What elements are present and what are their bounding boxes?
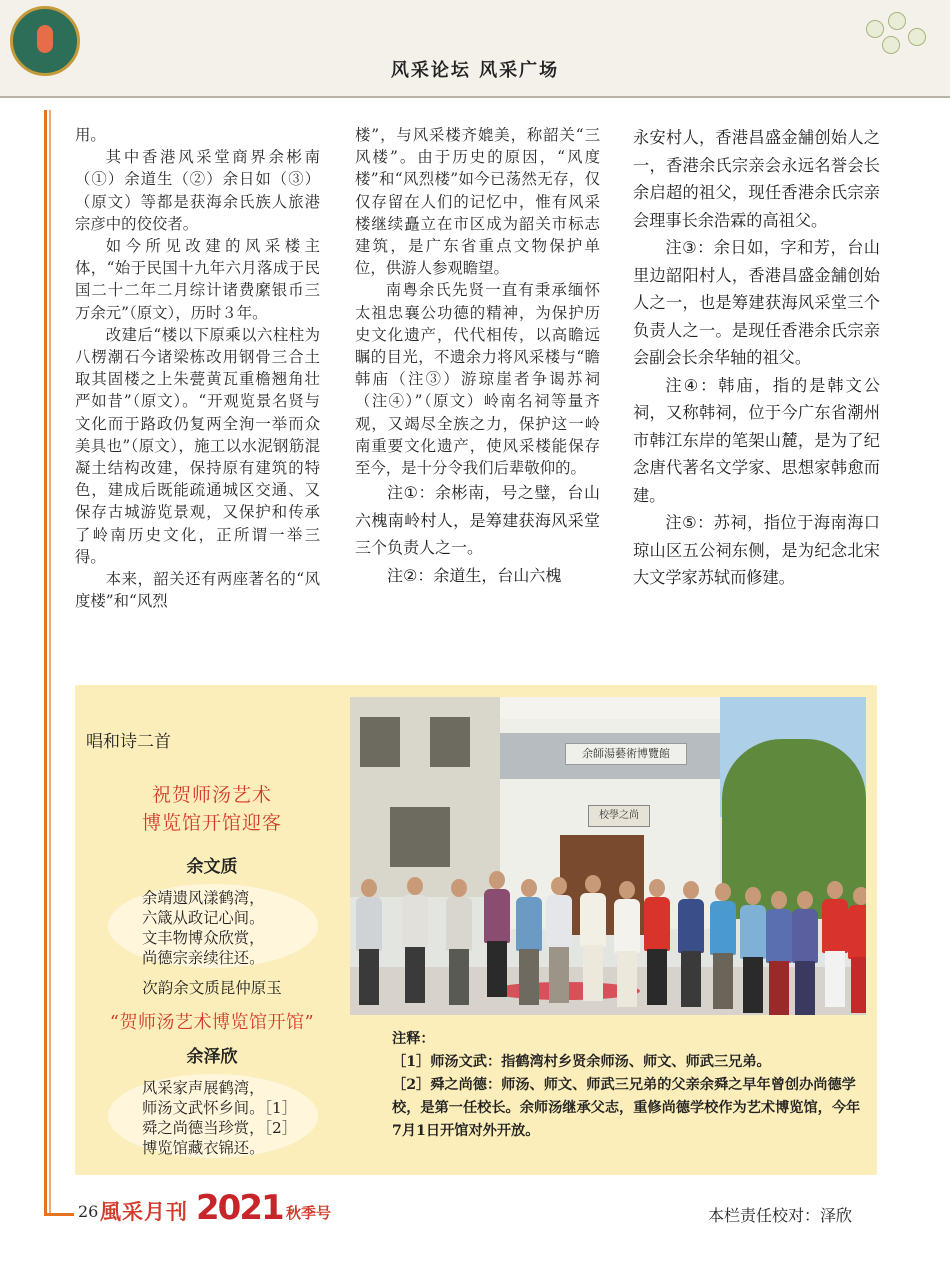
photo-notes bbox=[392, 1028, 862, 1143]
group-photo bbox=[350, 697, 866, 1015]
verse-line: 博览馆藏衣锦还。 bbox=[142, 1139, 265, 1157]
verse-line: 舜之尚德当珍赏，［2］ bbox=[142, 1119, 298, 1137]
person bbox=[400, 877, 430, 1009]
lantern-icon bbox=[37, 25, 53, 53]
verse-line: 六箴从政记心间。 bbox=[142, 909, 265, 927]
person bbox=[482, 871, 512, 1009]
person bbox=[790, 891, 818, 1009]
poem-1-verses bbox=[142, 888, 264, 968]
flower-decoration-icon bbox=[858, 10, 930, 58]
paragraph: 楼”，与风采楼齐媲美，称韶关“三风楼”。由于历史的原因，“风度楼”和“风烈楼”如今已荡然无存，仅仅存留在人们的记忆中，惟有风采楼继续矗立在市区成为韶关市标志建筑，是广东省重点文物保护单位，供游人参观瞻望。 bbox=[355, 126, 600, 278]
paragraph: 如今所见改建的风采楼主体，“始于民国十九年六月落成于民国二十二年二月综计诸费縻银币三万余元”（原文），历时３年。 bbox=[75, 237, 320, 322]
paragraph: 南粤余氏先贤一直有秉承缅怀太祖忠襄公功德的精神，为保护历史文化遗产，代代相传，以高瞻远瞩的目光，不遗余力将风采楼与“瞻韩庙（注③）游琼崖者争谒苏祠（注④）”（原文）岭南名祠等量齐观，又竭尽全族之力，保护这一岭南重要文化遗产，使风采楼能保存至今，是十分令我们后辈敬仰的。 bbox=[355, 281, 600, 478]
person bbox=[354, 879, 384, 1009]
paragraph: 其中香港风采堂商界余彬南（①）余道生（②）余日如（③）（原文）等都是获海余氏族人旅港宗彦中的佼佼者。 bbox=[75, 148, 320, 233]
page-number: 26 bbox=[78, 1202, 99, 1221]
poem-2-author: 余泽欣 bbox=[186, 1047, 238, 1067]
museum-sign: 余師湯藝術博覽館 bbox=[565, 743, 687, 765]
header-divider bbox=[0, 96, 950, 98]
verse-line: 风采家声展鹤湾， bbox=[142, 1079, 265, 1097]
note-2: ［2］舜之尚德：师汤、师文、师武三兄弟的父亲余舜之早年曾创办尚德学校，是第一任校长。余师汤继承父志，重修尚德学校作为艺术博览馆，今年7月1日开馆对外开放。 bbox=[392, 1077, 861, 1139]
poem-1-author: 余文质 bbox=[186, 857, 238, 877]
paragraph: 改建后“楼以下原乘以六柱柱为八楞潮石今诸梁栋改用钢骨三合土取其固楼之上朱甍黄瓦重檐翘角壮严如昔”（原文）。“开观览景名贤与文化而于路政仍复两全洵一举而众美具也”（原文），施工以水泥钢筋混凝土结构改建，保持原有建筑的特色，建成后既能疏通城区交通、又保存古城游览景观，又保护和传承了岭南历史文化，正所谓一举三得。 bbox=[75, 325, 320, 566]
person bbox=[846, 887, 866, 1009]
left-rule-inner bbox=[49, 110, 51, 1215]
poem-2-subtitle: 次韵余文质昆仲原玉 bbox=[142, 979, 282, 997]
paragraph: 本来，韶关还有两座著名的“风度楼”和“风烈 bbox=[75, 570, 320, 611]
verse-line: 师汤文武怀乡间。［1］ bbox=[142, 1099, 298, 1117]
person bbox=[444, 879, 474, 1009]
person bbox=[708, 883, 738, 1009]
person bbox=[676, 881, 706, 1009]
note-1: ［1］师汤文武：指鹤湾村乡贤余师汤、师文、师武三兄弟。 bbox=[392, 1054, 771, 1070]
bottom-rule bbox=[44, 1213, 74, 1216]
school-plaque: 校學之尚 bbox=[588, 805, 650, 827]
person bbox=[544, 877, 574, 1009]
proofreader-credit: 本栏责任校对：泽欣 bbox=[708, 1206, 853, 1225]
paragraph: 永安村人，香港昌盛金舗创始人之一，香港余氏宗亲会永远名誉会长余启超的祖父，现任香港余氏宗亲会理事长余浩霖的高祖父。 bbox=[633, 128, 880, 230]
issue-season: 秋季号 bbox=[286, 1204, 332, 1222]
magazine-name: 風采月刊 bbox=[100, 1199, 188, 1224]
poem-2-verses bbox=[142, 1078, 297, 1158]
person bbox=[578, 875, 608, 1009]
paragraph: 用。 bbox=[75, 126, 106, 144]
side-building bbox=[350, 697, 502, 897]
issue-year: 2021 bbox=[196, 1188, 283, 1228]
article-column-1 bbox=[75, 124, 320, 612]
person bbox=[612, 881, 642, 1009]
verse-line: 余靖遗风漾鹤湾， bbox=[142, 889, 265, 907]
poem-2-title: “贺师汤艺术博览馆开馆” bbox=[109, 1012, 315, 1033]
poem-section-heading: 唱和诗二首 bbox=[86, 732, 171, 752]
person bbox=[764, 891, 792, 1009]
article-column-3 bbox=[633, 124, 880, 592]
article-column-2 bbox=[355, 124, 600, 589]
notes-label: 注释： bbox=[392, 1031, 435, 1047]
poem-1-title-line-1: 祝贺师汤艺术 bbox=[151, 784, 272, 806]
poem-1-title-line-2: 博览馆开馆迎客 bbox=[141, 812, 282, 834]
footnote-5: 注⑤：苏祠，指位于海南海口琼山区五公祠东侧，是为纪念北宋大文学家苏轼而修建。 bbox=[633, 513, 880, 587]
footnote-3: 注③：余日如，字和芳，台山里边韶阳村人，香港昌盛金舗创始人之一，也是筹建获海风采堂三个负责人之一。是现任香港余氏宗亲会副会长余华轴的祖父。 bbox=[633, 238, 880, 367]
person bbox=[514, 879, 544, 1009]
footnote-4: 注④：韩庙，指的是韩文公祠，又称韩祠，位于今广东省潮州市韩江东岸的笔架山麓，是为了纪念唐代著名文学家、思想家韩愈而建。 bbox=[633, 375, 880, 505]
person bbox=[642, 879, 672, 1009]
verse-line: 文丰物博众欣赏， bbox=[142, 929, 265, 947]
left-rule bbox=[44, 110, 47, 1215]
page-header bbox=[0, 0, 950, 98]
footnote-1: 注①：余彬南，号之璧，台山六槐南岭村人，是筹建获海风采堂三个负责人之一。 bbox=[355, 483, 600, 558]
section-title: 风采论坛 风采广场 bbox=[390, 60, 560, 81]
verse-line: 尚德宗亲续往还。 bbox=[142, 949, 265, 967]
footnote-2: 注②：余道生，台山六槐 bbox=[387, 565, 562, 585]
